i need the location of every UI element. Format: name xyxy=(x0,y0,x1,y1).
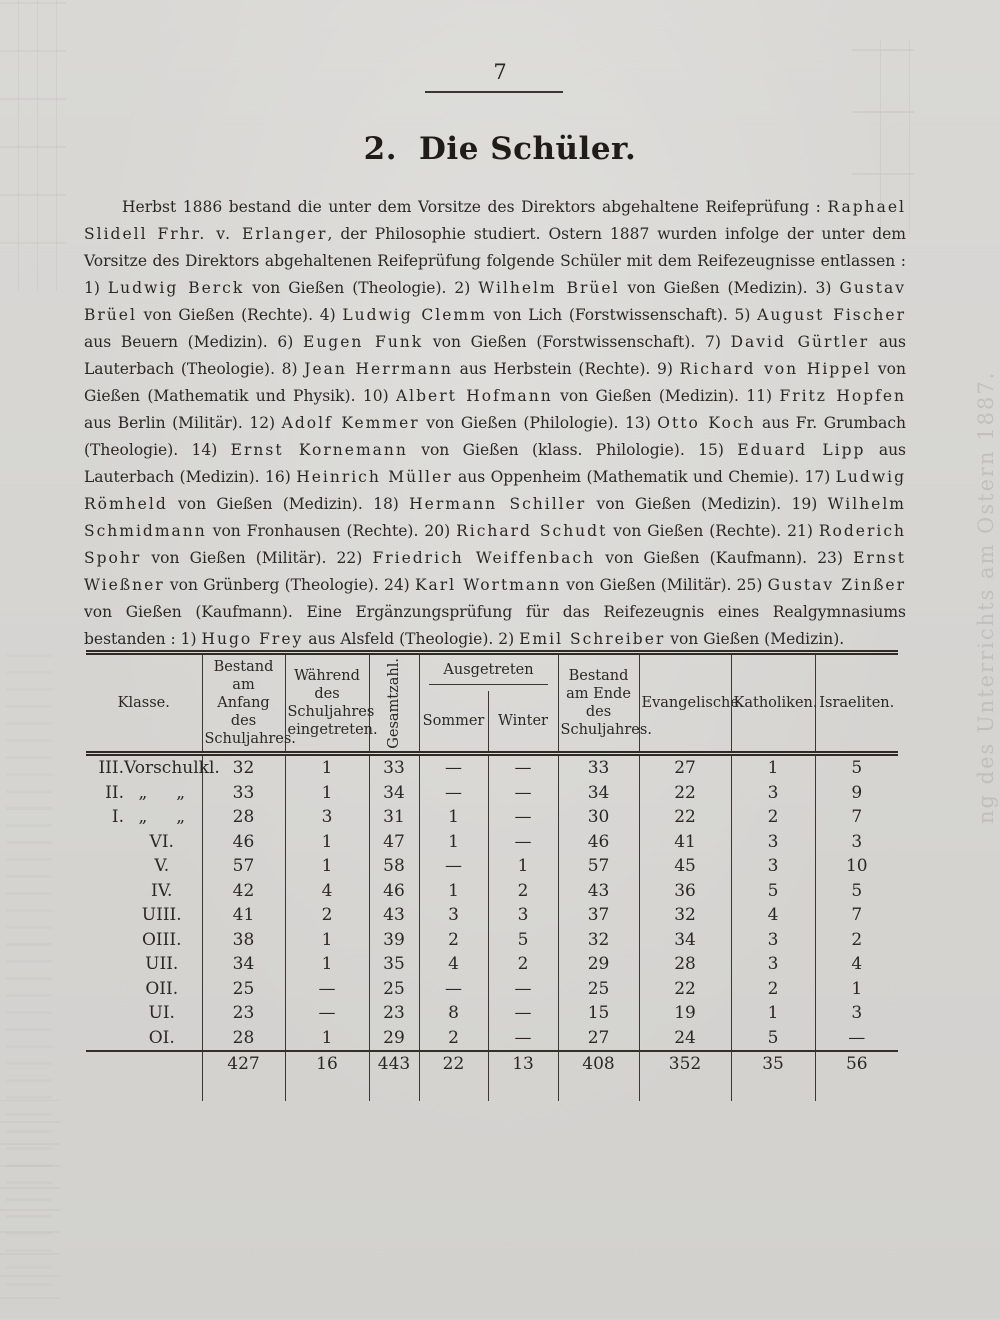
student-name: Gustav Zinßer xyxy=(767,576,907,594)
cell-value: 33 xyxy=(369,754,419,781)
row-label xyxy=(86,1001,202,1026)
table-row xyxy=(86,1001,898,1026)
cell-value: 28 xyxy=(202,805,285,830)
cell-value: 4 xyxy=(731,903,815,928)
student-name: August Fischer xyxy=(757,306,906,324)
bleedthrough-strip-left xyxy=(6,640,52,1300)
totals-row xyxy=(86,1051,898,1077)
cell-value: — xyxy=(815,1026,898,1052)
row-label-numeral: I. xyxy=(111,807,124,828)
cell-value: 1 xyxy=(419,879,488,904)
section-title xyxy=(0,131,1000,167)
row-label-text: OI. xyxy=(148,1027,175,1048)
cell-value: 34 xyxy=(369,781,419,806)
cell-value: — xyxy=(419,977,488,1002)
cell-value: 3 xyxy=(488,903,558,928)
cell-value: — xyxy=(285,1001,369,1026)
row-label-text: UIII. xyxy=(141,905,182,926)
cell-value: 1 xyxy=(285,781,369,806)
cell-value: 57 xyxy=(558,854,639,879)
cell-value: 1 xyxy=(285,754,369,781)
header-gesamtzahl: Gesamtzahl. xyxy=(369,653,419,754)
row-label xyxy=(86,1026,202,1052)
table-row xyxy=(86,781,898,806)
cell-value: 2 xyxy=(285,903,369,928)
cell-value: 1 xyxy=(419,805,488,830)
body-text: von Gießen (Medizin). xyxy=(665,630,845,648)
cell-value: 33 xyxy=(558,754,639,781)
body-text: von Gießen (klass. Philologie). 15) xyxy=(407,441,738,459)
student-name: Richard Schudt xyxy=(456,522,608,540)
cell-value: 1 xyxy=(285,952,369,977)
stub-cell xyxy=(202,1077,285,1102)
cell-value: 8 xyxy=(419,1001,488,1026)
body-text: von Gießen (Kaufmann). 23) xyxy=(595,549,854,567)
cell-value: 29 xyxy=(369,1026,419,1052)
cell-value: 32 xyxy=(558,928,639,953)
table-row xyxy=(86,928,898,953)
cell-value: 3 xyxy=(419,903,488,928)
cell-value: — xyxy=(419,754,488,781)
table-row xyxy=(86,1026,898,1052)
cell-value: 43 xyxy=(369,903,419,928)
student-name: Richard von Hippel xyxy=(679,360,872,378)
body-text: aus Lauterbach (Theologie). 8) xyxy=(84,333,907,378)
row-label-text: IV. xyxy=(151,880,173,901)
cell-value: 25 xyxy=(558,977,639,1002)
cell-value: 1 xyxy=(285,928,369,953)
cell-value: 5 xyxy=(815,879,898,904)
student-name: Otto Koch xyxy=(657,414,756,432)
body-text: Herbst 1886 bestand die unter dem Vorsitze des Direktors abgehaltene Reifeprüfung : xyxy=(122,198,828,216)
cell-value: 27 xyxy=(558,1026,639,1052)
cell-value: — xyxy=(488,754,558,781)
stub-cell xyxy=(731,1077,815,1102)
cell-value: — xyxy=(419,781,488,806)
header-winter: Winter xyxy=(488,691,558,754)
bleedthrough-strip-bottom-left xyxy=(0,1100,60,1319)
cell-value: 7 xyxy=(815,903,898,928)
row-label-text: VI. xyxy=(149,831,174,852)
cell-value: 2 xyxy=(731,805,815,830)
header-sommer: Sommer xyxy=(419,691,488,754)
cell-value: 15 xyxy=(558,1001,639,1026)
cell-value: 1 xyxy=(419,830,488,855)
cell-value: 37 xyxy=(558,903,639,928)
total-value: 16 xyxy=(285,1051,369,1077)
row-label-text: OIII. xyxy=(142,929,182,950)
cell-value: 28 xyxy=(639,952,731,977)
cell-value: — xyxy=(488,1026,558,1052)
student-name: Roderich Spohr xyxy=(84,522,906,567)
cell-value: 46 xyxy=(558,830,639,855)
body-text: von Fronhausen (Rechte). 20) xyxy=(206,522,457,540)
cell-value: 22 xyxy=(639,977,731,1002)
stub-cell xyxy=(488,1077,558,1102)
cell-value: 42 xyxy=(202,879,285,904)
student-name: Friedrich Weiffenbach xyxy=(372,549,596,567)
student-name: Wilhelm Schmidmann xyxy=(84,495,906,540)
totals-label-empty xyxy=(86,1051,202,1077)
row-label-text: „ xyxy=(138,782,148,803)
cell-value: 1 xyxy=(731,754,815,781)
body-text: von Gießen (Medizin). 18) xyxy=(167,495,410,513)
cell-value: 36 xyxy=(639,879,731,904)
cell-value: 3 xyxy=(815,1001,898,1026)
student-name: Ernst Wießner xyxy=(84,549,906,594)
student-name: Hermann Schiller xyxy=(409,495,587,513)
table-row xyxy=(86,952,898,977)
cell-value: 33 xyxy=(202,781,285,806)
body-text: von Gießen (Rechte). 4) xyxy=(136,306,343,324)
cell-value: 3 xyxy=(815,830,898,855)
cell-value: 38 xyxy=(202,928,285,953)
table-row xyxy=(86,854,898,879)
bleedthrough-rotated-text: ng des Unterrichts am Ostern 1887. xyxy=(974,370,998,824)
header-ausgetreten: Ausgetreten xyxy=(419,653,558,692)
cell-value: 29 xyxy=(558,952,639,977)
cell-value: 28 xyxy=(202,1026,285,1052)
cell-value: 2 xyxy=(419,928,488,953)
cell-value: 27 xyxy=(639,754,731,781)
cell-value: — xyxy=(488,805,558,830)
student-name: Raphael Slidell Frhr. v. Erlanger xyxy=(84,198,906,243)
cell-value: — xyxy=(488,830,558,855)
row-label-text: UII. xyxy=(145,954,179,975)
table-row xyxy=(86,879,898,904)
cell-value: 1 xyxy=(488,854,558,879)
cell-value: 1 xyxy=(731,1001,815,1026)
student-name: Eduard Lipp xyxy=(737,441,866,459)
row-label-numeral: III. xyxy=(98,758,124,779)
table-row xyxy=(86,903,898,928)
cell-value: 43 xyxy=(558,879,639,904)
body-text: von Gießen (Militär). 25) xyxy=(561,576,768,594)
body-text: von Gießen (Rechte). 21) xyxy=(607,522,819,540)
body-text: von Gießen (Medizin). 19) xyxy=(586,495,828,513)
header-bestand-anfang: Bestand am Anfang des Schuljahres. xyxy=(202,653,285,754)
cell-value: 1 xyxy=(815,977,898,1002)
page-number: 7 xyxy=(493,60,507,84)
cell-value: 23 xyxy=(202,1001,285,1026)
student-name: Fritz Hopfen xyxy=(779,387,906,405)
cell-value: 31 xyxy=(369,805,419,830)
cell-value: 4 xyxy=(815,952,898,977)
header-katholiken: Katholiken. xyxy=(731,653,815,754)
header-evangelische: Evangelische. xyxy=(639,653,731,754)
stub-cell xyxy=(419,1077,488,1102)
cell-value: 2 xyxy=(731,977,815,1002)
total-value: 427 xyxy=(202,1051,285,1077)
table-row xyxy=(86,830,898,855)
cell-value: 25 xyxy=(202,977,285,1002)
class-statistics-table xyxy=(86,650,898,1101)
total-value: 352 xyxy=(639,1051,731,1077)
cell-value: 22 xyxy=(639,805,731,830)
cell-value: 3 xyxy=(731,830,815,855)
header-bestand-ende: Bestand am Ende des Schuljahres. xyxy=(558,653,639,754)
total-value: 56 xyxy=(815,1051,898,1077)
cell-value: 2 xyxy=(488,879,558,904)
student-name: Jean Herrmann xyxy=(304,360,453,378)
body-text: von Gießen (Theologie). 2) xyxy=(244,279,479,297)
table-row xyxy=(86,977,898,1002)
cell-value: 58 xyxy=(369,854,419,879)
body-paragraph xyxy=(84,194,906,653)
cell-value: 41 xyxy=(202,903,285,928)
row-label-numeral: II. xyxy=(105,782,124,803)
body-text: von Lich (Forstwissenschaft). 5) xyxy=(486,306,758,324)
cell-value: — xyxy=(285,977,369,1002)
cell-value: 45 xyxy=(639,854,731,879)
cell-value: 24 xyxy=(639,1026,731,1052)
cell-value: 25 xyxy=(369,977,419,1002)
cell-value: 23 xyxy=(369,1001,419,1026)
student-name: Albert Hofmann xyxy=(395,387,553,405)
body-text: von Gießen (Militär). 22) xyxy=(141,549,373,567)
cell-value: 3 xyxy=(731,952,815,977)
cell-value: — xyxy=(488,1001,558,1026)
cell-value: 2 xyxy=(815,928,898,953)
cell-value: 3 xyxy=(731,781,815,806)
student-name: Heinrich Müller xyxy=(296,468,453,486)
row-label xyxy=(86,879,202,904)
body-text: von Gießen (Mathematik und Physik). 10) xyxy=(84,360,906,405)
section-number: 2. xyxy=(363,131,398,167)
stub-cell xyxy=(815,1077,898,1102)
student-name: Karl Wortmann xyxy=(414,576,562,594)
row-label xyxy=(86,805,202,830)
cell-value: 7 xyxy=(815,805,898,830)
body-text: von Gießen (Forstwissenschaft). 7) xyxy=(423,333,731,351)
student-name: Ludwig Clemm xyxy=(342,306,487,324)
student-name: Wilhelm Brüel xyxy=(478,279,620,297)
body-text: aus Berlin (Militär). 12) xyxy=(84,414,282,432)
student-name: Ludwig Römheld xyxy=(84,468,906,513)
table-row xyxy=(86,805,898,830)
total-value: 443 xyxy=(369,1051,419,1077)
body-text: aus Lauterbach (Medizin). 16) xyxy=(84,441,907,486)
cell-value: 47 xyxy=(369,830,419,855)
stub-cell xyxy=(285,1077,369,1102)
cell-value: 46 xyxy=(369,879,419,904)
student-name: David Gürtler xyxy=(730,333,870,351)
cell-value: 5 xyxy=(731,879,815,904)
section-title-text: Die Schüler. xyxy=(419,131,637,167)
body-text: aus Oppenheim (Mathematik und Chemie). 17) xyxy=(452,468,836,486)
student-name: Adolf Kemmer xyxy=(281,414,420,432)
total-value: 35 xyxy=(731,1051,815,1077)
cell-value: 34 xyxy=(202,952,285,977)
row-label xyxy=(86,854,202,879)
cell-value: 1 xyxy=(285,854,369,879)
cell-value: 9 xyxy=(815,781,898,806)
rule-stub-row xyxy=(86,1077,898,1102)
row-label-text: „ xyxy=(176,782,186,803)
row-label-text: „ xyxy=(138,807,148,828)
cell-value: 46 xyxy=(202,830,285,855)
row-label-text: Vorschulkl. xyxy=(124,758,220,779)
row-label-text: OII. xyxy=(145,978,179,999)
cell-value: 57 xyxy=(202,854,285,879)
header-israeliten: Israeliten. xyxy=(815,653,898,754)
row-label xyxy=(86,928,202,953)
total-value: 22 xyxy=(419,1051,488,1077)
cell-value: — xyxy=(488,781,558,806)
row-label xyxy=(86,952,202,977)
cell-value: 39 xyxy=(369,928,419,953)
cell-value: 4 xyxy=(419,952,488,977)
cell-value: 32 xyxy=(202,754,285,781)
row-label-text: „ xyxy=(176,807,186,828)
body-text: , der Philosophie studiert. Ostern 1887 wurden infolge der unter dem Vorsitze des Direktors abgehaltenen Reifeprüfung folgende Schüler mit dem Reifezeugnisse entlassen : 1) xyxy=(84,225,906,297)
body-text: von Gießen (Philologie). 13) xyxy=(419,414,658,432)
table-row xyxy=(86,754,898,781)
cell-value: 5 xyxy=(815,754,898,781)
row-label xyxy=(86,903,202,928)
cell-value: — xyxy=(419,854,488,879)
stub-cell xyxy=(86,1077,202,1102)
body-text: aus Alsfeld (Theologie). 2) xyxy=(303,630,520,648)
student-name: Emil Schreiber xyxy=(519,630,666,648)
cell-value: 34 xyxy=(558,781,639,806)
cell-value: 10 xyxy=(815,854,898,879)
cell-value: 5 xyxy=(731,1026,815,1052)
total-value: 13 xyxy=(488,1051,558,1077)
row-label-text: V. xyxy=(154,856,170,877)
stub-cell xyxy=(558,1077,639,1102)
cell-value: 30 xyxy=(558,805,639,830)
header-eingetreten: Während des Schuljahres eingetreten. xyxy=(285,653,369,754)
cell-value: 3 xyxy=(285,805,369,830)
row-label xyxy=(86,754,220,781)
cell-value: 32 xyxy=(639,903,731,928)
stub-cell xyxy=(639,1077,731,1102)
stub-cell xyxy=(369,1077,419,1102)
header-klasse: Klasse. xyxy=(86,653,202,754)
cell-value: 3 xyxy=(731,854,815,879)
body-text: aus Herbstein (Rechte). 9) xyxy=(452,360,680,378)
student-name: Ernst Kornemann xyxy=(230,441,408,459)
row-label-text: UI. xyxy=(148,1003,175,1024)
body-text: von Grünberg (Theologie). 24) xyxy=(164,576,415,594)
cell-value: 2 xyxy=(488,952,558,977)
body-text: aus Fr. Grumbach (Theologie). 14) xyxy=(84,414,907,459)
body-text: von Gießen (Medizin). 11) xyxy=(552,387,780,405)
cell-value: 22 xyxy=(639,781,731,806)
student-name: Hugo Frey xyxy=(201,630,304,648)
cell-value: 1 xyxy=(285,830,369,855)
total-value: 408 xyxy=(558,1051,639,1077)
body-text: aus Beuern (Medizin). 6) xyxy=(84,333,303,351)
row-label xyxy=(86,781,202,806)
row-label xyxy=(86,977,202,1002)
cell-value: 19 xyxy=(639,1001,731,1026)
body-text: von Gießen (Medizin). 3) xyxy=(619,279,840,297)
cell-value: 3 xyxy=(731,928,815,953)
cell-value: — xyxy=(488,977,558,1002)
student-name: Gustav Brüel xyxy=(84,279,906,324)
cell-value: 5 xyxy=(488,928,558,953)
student-name: Ludwig Berck xyxy=(107,279,245,297)
cell-value: 34 xyxy=(639,928,731,953)
student-name: Eugen Funk xyxy=(303,333,424,351)
cell-value: 35 xyxy=(369,952,419,977)
cell-value: 1 xyxy=(285,1026,369,1052)
page-number-rule xyxy=(425,91,563,93)
cell-value: 2 xyxy=(419,1026,488,1052)
cell-value: 41 xyxy=(639,830,731,855)
cell-value: 4 xyxy=(285,879,369,904)
body-text: von Gießen (Kaufmann). Eine Ergänzungsprüfung für das Reifezeugnis eines Realgymnasiums bestanden : 1) xyxy=(84,603,906,648)
row-label xyxy=(86,830,202,855)
